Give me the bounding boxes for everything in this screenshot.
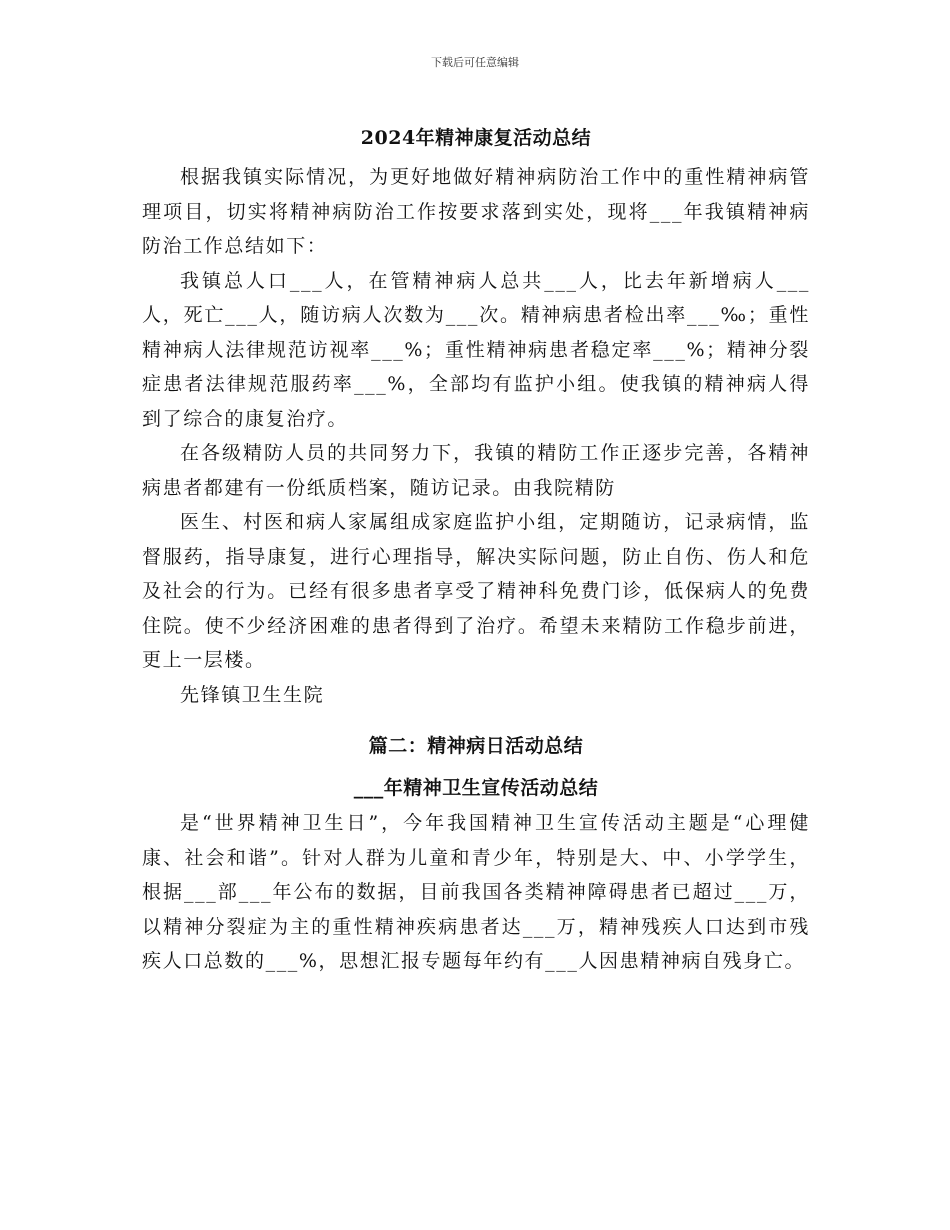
document-title: 2024年精神康复活动总结 — [360, 127, 592, 149]
section-two-subtitle: ___年精神卫生宣传活动总结 — [353, 777, 599, 799]
section-two-title: 篇二：精神病日活动总结 — [368, 735, 584, 757]
paragraph-monitoring: 医生、村医和病人家属组成家庭监护小组，定期随访，记录病情，监督服药，指导康复，进行心理指导，解决实际问题，防止自伤、伤人和危及社会的行为。已经有很多患者享受了精神科免费门诊，低保病人的免费住院。使不少经济困难的患者得到了治疗。希望未来精防工作稳步前进，更上一层楼。 — [142, 511, 810, 671]
signature: 先锋镇卫生生院 — [180, 683, 325, 706]
document-body — [142, 122, 810, 979]
paragraph-efforts: 在各级精防人员的共同努力下，我镇的精防工作正逐步完善，各精神病患者都建有一份纸质档案，随访记录。由我院精防 — [142, 442, 810, 499]
paragraph-mental-health-day: 是“世界精神卫生日”，今年我国精神卫生宣传活动主题是“心理健康、社会和谐”。针对人群为儿童和青少年，特别是大、中、小学学生，根据___部___年公布的数据，目前我国各类精神障碍患者已超过___万，以精神分裂症为主的重性精神疾病患者达___万，精神残疾人口达到市残疾人口总数的___%，思想汇报专题每年约有___人因患精神病自残身亡。 — [142, 812, 810, 972]
paragraph-intro: 根据我镇实际情况，为更好地做好精神病防治工作中的重性精神病管理项目，切实将精神病防治工作按要求落到实处，现将___年我镇精神病防治工作总结如下： — [142, 166, 810, 257]
paragraph-statistics: 我镇总人口___人，在管精神病人总共___人，比去年新增病人___人，死亡___人，随访病人次数为___次。精神病患者检出率___‰；重性精神病人法律规范访视率___%；重性精神病患者稳定率___%；精神分裂症患者法律规范服药率___%，全部均有监护小组。使我镇的精神病人得到了综合的康复治疗。 — [142, 269, 810, 430]
page-header-note: 下载后可任意编辑 — [431, 56, 519, 69]
